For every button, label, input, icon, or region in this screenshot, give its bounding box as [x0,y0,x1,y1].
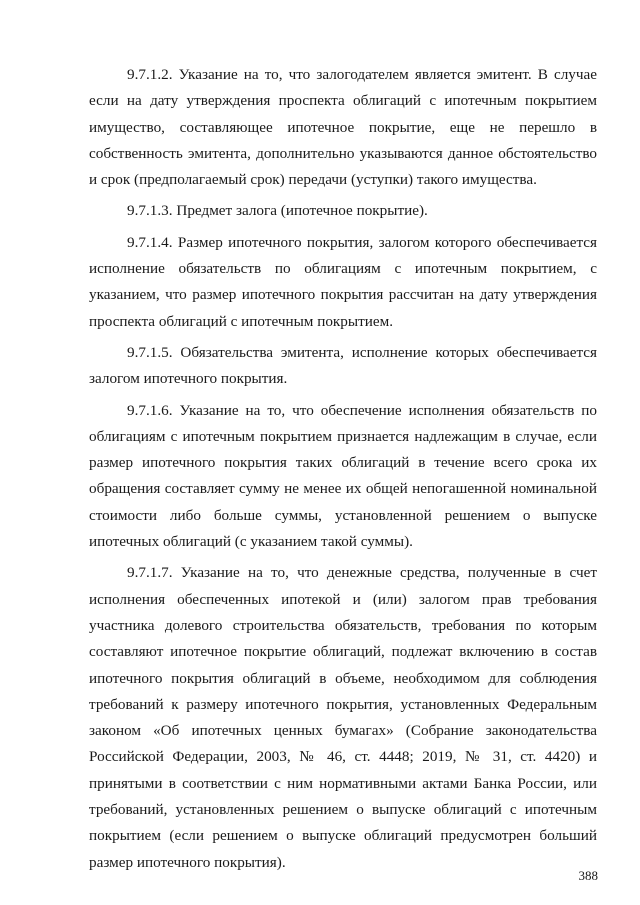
page-number: 388 [578,868,598,883]
paragraph-9-7-1-6: 9.7.1.6. Указание на то, что обеспечение исполнения обязательств по облигациям с ипотечным покрытием признается надлежащим в случае, если размер ипотечного покрытия таких облигаций в течение всего срока их обращения составляет сумму не менее их общей непогашенной номинальной стоимости либо больше суммы, установленной решением о выпуске ипотечных облигаций (с указанием такой суммы). [89,401,597,551]
paragraph-9-7-1-5: 9.7.1.5. Обязательства эмитента, исполнение которых обеспечивается залогом ипотечного покрытия. [89,343,597,388]
text-body [89,62,597,881]
paragraph-9-7-1-7: 9.7.1.7. Указание на то, что денежные средства, полученные в счет исполнения обеспеченных ипотекой и (или) залогом прав требования участника долевого строительства обязательств, требования по которым составляют ипотечное покрытие облигаций, подлежат включению в состав ипотечного покрытия облигаций в объеме, необходимом для соблюдения требований к размеру ипотечного покрытия, установленных Федеральным законом «Об ипотечных ценных бумагах» (Собрание законодательства Российской Федерации, 2003, № 46, ст. 4448; 2019, № 31, ст. 4420) и принятыми в соответствии с ним нормативными актами Банка России, или требований, установленных решением о выпуске облигаций с ипотечным покрытием (если решением о выпуске облигаций предусмотрен больший размер ипотечного покрытия). [89,564,597,871]
paragraph-9-7-1-3: 9.7.1.3. Предмет залога (ипотечное покрытие). [127,202,428,220]
paragraph-9-7-1-4: 9.7.1.4. Размер ипотечного покрытия, залогом которого обеспечивается исполнение обязательств по облигациям с ипотечным покрытием, с указанием, что размер ипотечного покрытия рассчитан на дату утверждения проспекта облигаций с ипотечным покрытием. [89,233,597,330]
paragraph-9-7-1-2: 9.7.1.2. Указание на то, что залогодателем является эмитент. В случае если на дату утверждения проспекта облигаций с ипотечным покрытием имущество, составляющее ипотечное покрытие, еще не перешло в собственность эмитента, дополнительно указываются данное обстоятельство и срок (предполагаемый срок) передачи (уступки) такого имущества. [89,66,597,189]
